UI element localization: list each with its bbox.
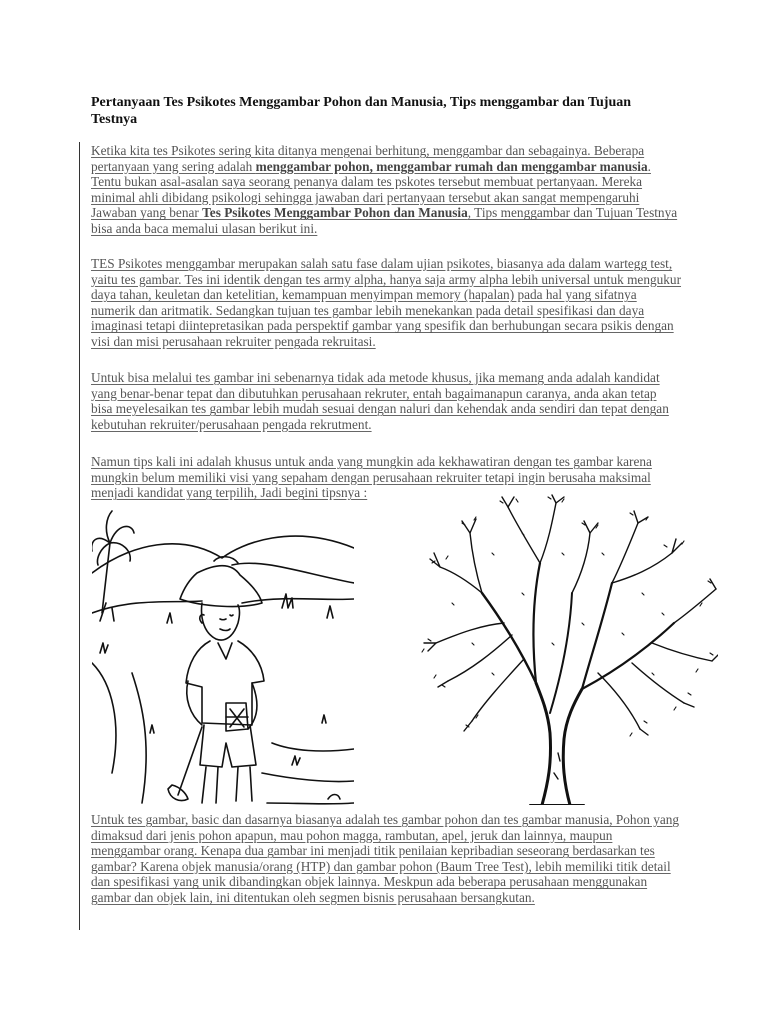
tree-illustration	[412, 493, 718, 805]
document-title: Pertanyaan Tes Psikotes Menggambar Pohon dan Manusia, Tips menggambar dan Tujuan Testnya	[91, 95, 632, 127]
paragraph-tips: Namun tips kali ini adalah khusus untuk anda yang mungkin ada kekhawatiran dengan tes gambar karena mungkin belum memiliki visi yang sepaham dengan perusahaan rekruiter tetapi ingin berusaha maksimal menjadi kandidat yang terpilih, Jadi begini tipsnya :	[91, 454, 652, 501]
paragraph-metode: Untuk bisa melalui tes gambar ini sebenarnya tidak ada metode khusus, jika memang anda adalah kandidat yang benar-benar tepat dan dibutuhkan perusahaan rekruter, entah bagaimanapun caranya, anda akan tetap bisa meyelesaikan tes gambar lebih mudah sesuai dengan naluri dan kehendak anda sendiri dan tepat dengan kebutuhan rekruiter/perusahaan pengada rekrutment.	[91, 370, 669, 432]
paragraph-intro-bold-b: Tes Psikotes Menggambar Pohon dan Manusia	[202, 205, 468, 221]
paragraph-intro-text-a: Ketika kita tes Psikotes sering kita ditanya mengenai berhitung, menggambar dan sebagainya. Beberapa pertanyaan yang sering adalah	[91, 143, 645, 174]
paragraph-intro-text-c: , Tips menggambar dan Tujuan Testnya bisa anda baca memalui ulasan berikut ini.	[91, 205, 678, 236]
paragraph-intro-bold-a: menggambar pohon, menggambar rumah dan menggambar manusia	[255, 158, 648, 174]
farmer-illustration	[92, 503, 354, 811]
paragraph-tes-psikotes: TES Psikotes menggambar merupakan salah satu fase dalam ujian psikotes, biasanya ada dalam wartegg test, yaitu tes gambar. Tes ini identik dengan tes army alpha, hanya saja army alpha lebih universal untuk mengukur daya tahan, keuletan dan ketelitian, kemampuan menyimpan memory (hapalan) pada hal yang sifatnya numerik dan aritmatik. Sedangkan tujuan tes gambar lebih menekankan pada detail spesifikasi dan daya imaginasi tetapi diintepretasikan pada perspektif gambar yang spesifik dan berhubungan secara psikis dengan visi dan misi perusahaan rekruiter pengada rekruitasi.	[91, 256, 682, 349]
margin-line	[79, 142, 80, 930]
paragraph-intro-text-b: . Tentu bukan asal-asalan saya seorang penanya dalam tes pskotes tersebut membuat pertanyaan. Mereka minimal ahli dibidang psikologi sehingga jawaban dari pertanyaan tersebut akan sangat mempengaruhi Jawaban yang benar	[91, 158, 651, 221]
paragraph-basic: Untuk tes gambar, basic dan dasarnya biasanya adalah tes gambar pohon dan tes gambar manusia, Pohon yang dimaksud dari jenis pohon apapun, mau pohon magga, rambutan, apel, jeruk dan lainnya, maupun menggambar orang. Kenapa dua gambar ini menjadi titik penilaian kepribadian seseorang berdasarkan tes gambar? Karena objek manusia/orang (HTP) dan gambar pohon (Baum Tree Test), lebih memiliki titik detail dan spesifikasi yang unik dibandingkan objek lainnya. Meskpun ada beberapa perusahaan menggunakan gambar dan objek lain, ini ditentukan oleh segmen bisnis perusahaan bersangkutan.	[91, 812, 680, 905]
paragraph-intro	[91, 143, 681, 237]
